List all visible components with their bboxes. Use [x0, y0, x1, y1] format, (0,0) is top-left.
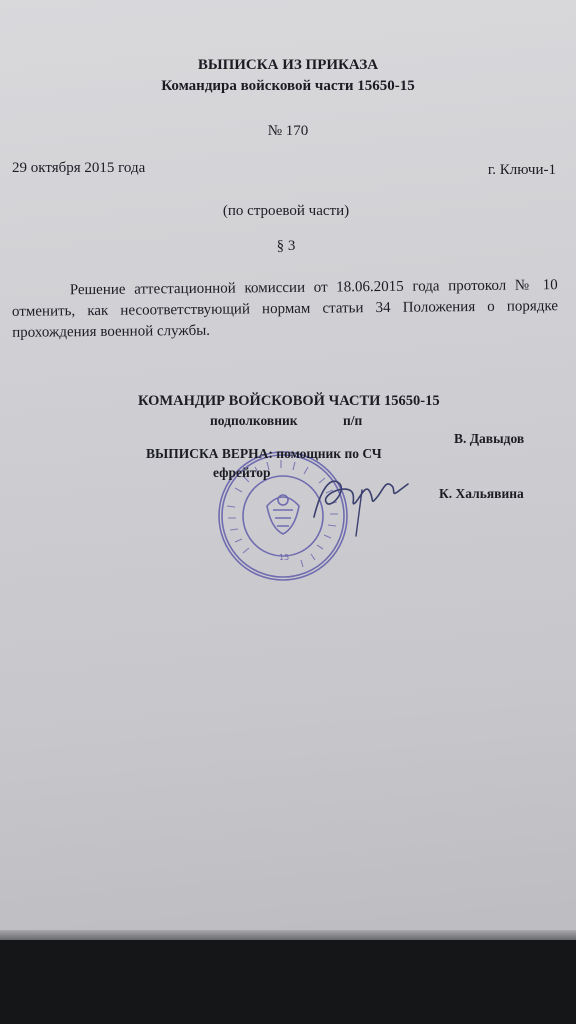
commander-title: КОМАНДИР ВОЙСКОВОЙ ЧАСТИ 15650-15 — [138, 393, 440, 409]
order-date: 29 октября 2015 года — [12, 160, 146, 176]
stamp-number: 15 — [279, 553, 290, 562]
commander-name: В. Давыдов — [454, 431, 525, 446]
handwritten-signature — [300, 462, 420, 537]
copy-verified-line: ВЫПИСКА ВЕРНА: помощник по СЧ — [146, 446, 382, 461]
order-place: г. Ключи-1 — [487, 162, 556, 178]
document-subtitle: Командира войсковой части 15650-15 — [161, 78, 415, 94]
background-surface — [0, 940, 576, 1024]
document-title: ВЫПИСКА ИЗ ПРИКАЗА — [197, 57, 379, 73]
commander-rank: подполковник — [210, 413, 298, 428]
assistant-name: К. Хальявина — [439, 486, 524, 501]
paragraph-mark: § 3 — [276, 238, 296, 254]
signed-mark: п/п — [343, 413, 363, 428]
order-body-text: Решение аттестационной комиссии от 18.06.2015 года протокол № 10 отменить, как несоответствующий нормам статьи 34 Положения о порядке прохождения военной службы. — [11, 277, 559, 341]
assistant-rank: ефрейтор — [213, 465, 271, 480]
section-note: (по строевой части) — [222, 203, 350, 219]
order-number: № 170 — [267, 123, 309, 139]
